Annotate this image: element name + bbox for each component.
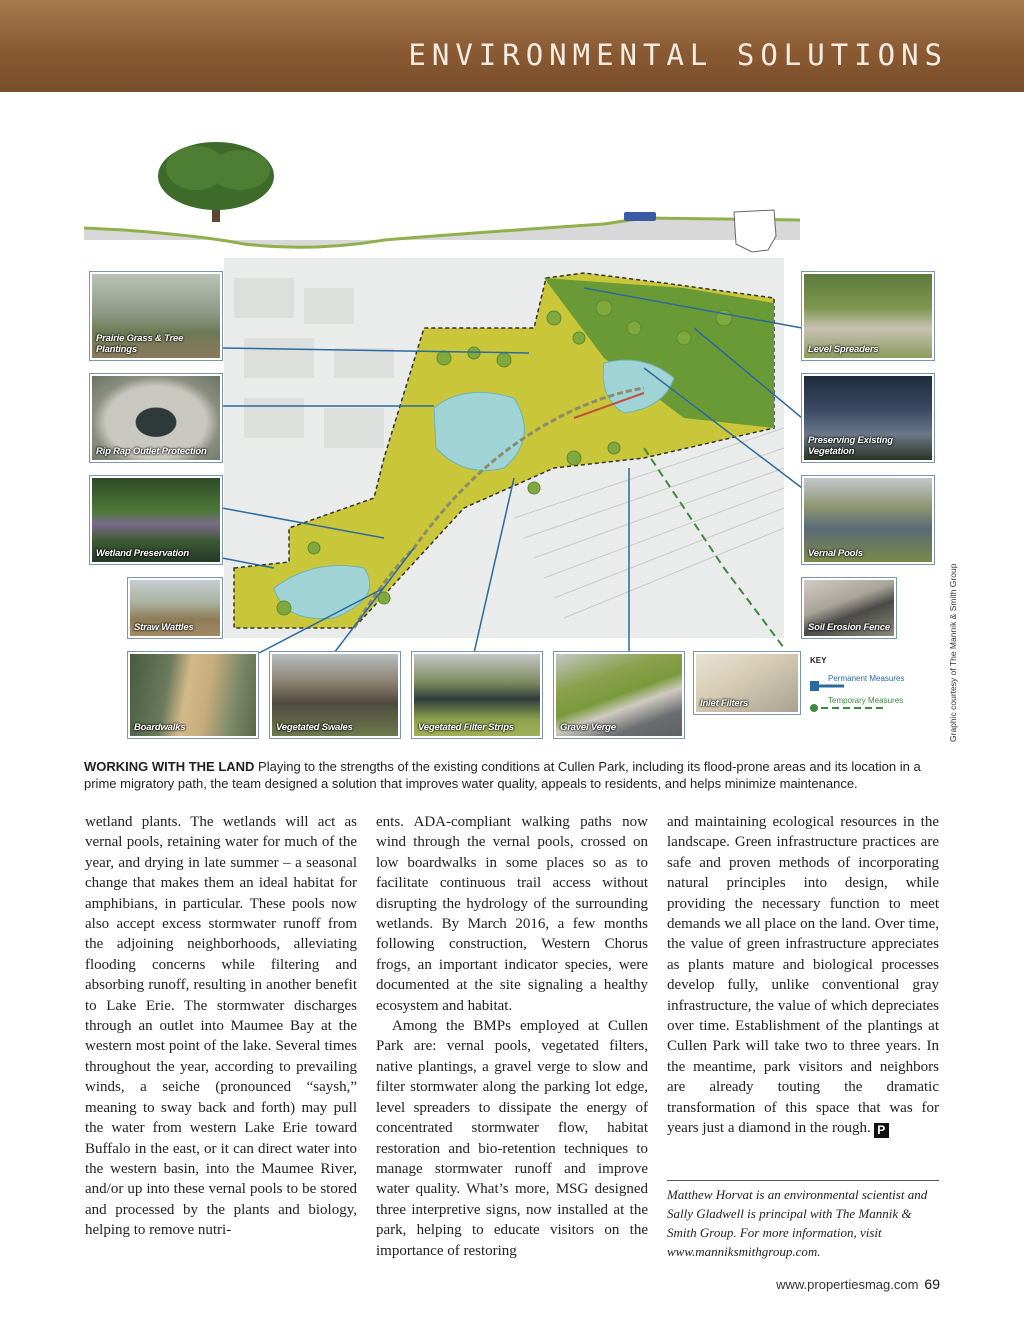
key-permanent-label: Permanent Measures: [828, 674, 905, 683]
end-mark-icon: P: [874, 1123, 889, 1138]
article-column-2: [376, 812, 648, 1261]
photo-gravel-verge: [554, 652, 684, 738]
photo-caption: Prairie Grass & Tree Plantings: [96, 333, 184, 355]
photo-caption: Gravel Verge: [560, 722, 616, 733]
photo-straw-wattles: [128, 578, 222, 638]
key-title: KEY: [810, 656, 827, 665]
photo-level-spreaders: [802, 272, 934, 360]
photo-caption: Level Spreaders: [808, 344, 879, 355]
photo-vernal-pools: [802, 476, 934, 564]
photo-caption: Vegetated Filter Strips: [418, 722, 514, 733]
col2-paragraph-2: Among the BMPs employed at Cullen Park are: vernal pools, vegetated filters, native plantings, a gravel verge to slow and filter stormwater along the parking lot edge, level spreaders to dissipate the energy of concentrated stormwater flow, habitat restoration and bio-retention techniques to manage stormwater runoff and improve water quality. What’s more, MSG designed three interpretive signs, now installed at the park, helping to educate visitors on the importance of restoring: [376, 1018, 648, 1259]
section-truck: [624, 212, 656, 221]
wetland-pool-1: [434, 392, 524, 470]
article-column-1: [85, 812, 357, 1241]
ohio-outline: [734, 210, 776, 252]
photo-caption: Straw Wattles: [134, 622, 194, 633]
photo-caption: Boardwalks: [134, 722, 186, 733]
photo-wetland-preservation: [90, 476, 222, 564]
article-column-3: [667, 812, 939, 1139]
photo-inlet-filters: [694, 652, 800, 714]
photo-caption: Inlet Filters: [700, 698, 749, 709]
page-number: 69: [924, 1276, 940, 1292]
author-bio: Matthew Horvat is an environmental scientist and Sally Gladwell is principal with The Mannik & Smith Group. For more information, visit www.manniksmithgroup.com.: [667, 1187, 928, 1259]
page-footer: [776, 1276, 940, 1292]
caption-text: Playing to the strengths of the existing conditions at Cullen Park, including its flood-prone areas and its location in a prime migratory path, the team designed a solution that improves water quality, appeals to residents, and helps minimize maintenance.: [84, 759, 921, 791]
section-ground: [84, 218, 800, 247]
photo-caption: Rip Rap Outlet Protection: [96, 446, 207, 457]
bio-divider: [667, 1180, 939, 1181]
map-key: [810, 656, 950, 705]
photo-rip-rap: [90, 374, 222, 462]
key-temporary-label: Temporary Measures: [828, 696, 904, 705]
photo-caption: Wetland Preservation: [96, 548, 189, 559]
photo-vegetated-swales: [270, 652, 400, 738]
photo-caption: Soil Erosion Fence: [808, 622, 890, 633]
photo-boardwalks: [128, 652, 258, 738]
photo-soil-erosion-fence: [802, 578, 896, 638]
graphic-credit: Graphic courtesy of The Mannik & Smith Group: [948, 563, 958, 742]
photo-vegetated-filter-strips: [412, 652, 542, 738]
photo-caption: Vernal Pools: [808, 548, 863, 559]
photo-caption: Preserving Existing Vegetation: [808, 435, 893, 457]
photo-preserving-vegetation: [802, 374, 934, 462]
caption-lead: WORKING WITH THE LAND: [84, 759, 255, 774]
site-plan-figure: [84, 128, 944, 748]
footer-url: www.propertiesmag.com: [776, 1277, 919, 1292]
col3-paragraph: [667, 812, 939, 1139]
col3-text: and maintaining ecological resources in the landscape. Green infrastructure practices are safe and proven methods of incorporating natural principles into design, while providing the necessary function to meet demands we all place on the land. Over time, the value of green infrastructure appreciates as plants mature and biological processes develop fully, unlike conventional gray infrastructure, the value of which depreciates over time. Establishment of the plantings at Cullen Park will take two to three years. In the meantime, park visitors and neighbors are already touting the dramatic transformation of this space that was for years just a diamond in the rough.: [667, 814, 939, 1137]
graphic-credit-wrap: [948, 563, 1024, 752]
section-title: ENVIRONMENTAL SOLUTIONS: [408, 38, 948, 72]
col1-paragraph: wetland plants. The wetlands will act as vernal pools, retaining water for much of the year, and drying in late summer – a seasonal change that makes them an ideal habitat for amphibians, in particular. These pools now also accept excess stormwater runoff from the adjoining neighborhoods, alleviating flooding concerns while filtering and absorbing runoff, resulting in another benefit to Lake Erie. The stormwater discharges through an outlet into Maumee Bay at the western most point of the lake. Several times throughout the year, according to prevailing winds, a seiche (pronounced “saysh,” meaning to sway back and forth) may pull the water from western Lake Erie toward Buffalo in the east, or it can direct water into the western basin, into the Maumee River, and/or up into these vernal pools to be stored and processed by the plants and biology, helping to remove nutri-: [85, 814, 357, 1239]
photo-prairie-grass: [90, 272, 222, 360]
photo-caption: Vegetated Swales: [276, 722, 353, 733]
section-banner: [0, 0, 1024, 92]
figure-caption: [84, 758, 944, 792]
col2-paragraph-1: ents. ADA-compliant walking paths now wind through the vernal pools, crossed on low boardwalks in some places so as to facilitate continuous trail access without disrupting the hydrology of the surrounding wetlands. By March 2016, a few months following construction, Western Chorus frogs, an important indicator species, were documented at the site signaling a healthy ecosystem and habitat.: [376, 814, 648, 1014]
